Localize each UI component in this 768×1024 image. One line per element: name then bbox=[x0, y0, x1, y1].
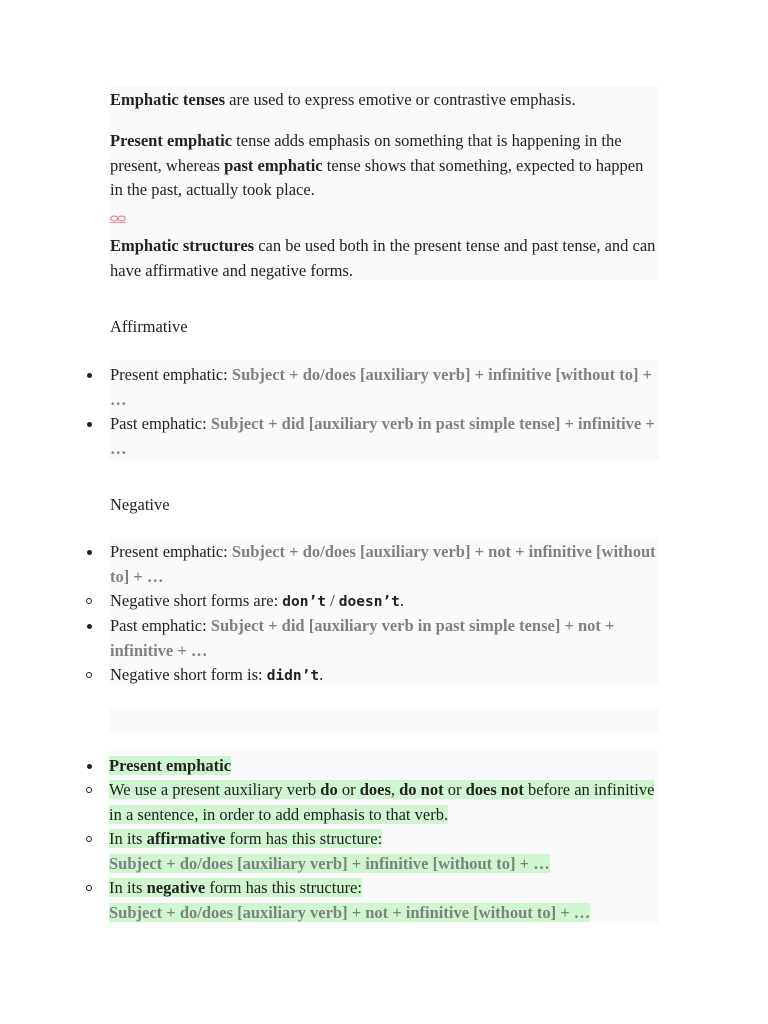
negative-heading: Negative bbox=[110, 495, 170, 514]
bullet-disc-icon bbox=[87, 422, 92, 427]
affirmative-list bbox=[109, 360, 659, 460]
bullet-circle-icon bbox=[86, 672, 92, 678]
bullet-disc-icon bbox=[87, 624, 92, 629]
term-emphatic-tenses: Emphatic tenses bbox=[110, 90, 226, 109]
intro-paragraph-1: Emphatic tenses are used to express emotive or contrastive emphasis. bbox=[110, 90, 576, 109]
present-emphatic-section bbox=[109, 751, 659, 923]
list-item: Present emphatic: Subject + do/does [auxiliary verb] + not + infinitive [without to] + … bbox=[109, 540, 659, 589]
list-item: In its affirmative form has this structure: Subject + do/does [auxiliary verb] + infinitive [without to] + … bbox=[109, 827, 659, 876]
formula: Subject + did [auxiliary verb in past simple tense] + infinitive + … bbox=[110, 414, 655, 458]
list-item bbox=[109, 778, 659, 827]
short-form-dont: don’t bbox=[282, 594, 326, 610]
term-emphatic-structures: Emphatic structures bbox=[110, 236, 255, 255]
intro-paragraph-2: Present emphatic tense adds emphasis on something that is happening in the present, whereas past emphatic tense shows that something, expected to happen in the past, actually took place. bbox=[110, 131, 644, 199]
short-form-didnt: didn’t bbox=[266, 668, 320, 684]
bullet-disc-icon bbox=[87, 764, 92, 769]
affirmative-heading: Affirmative bbox=[110, 317, 188, 336]
list-item: Present emphatic: Subject + do/does [auxiliary verb] + infinitive [without to] + … bbox=[109, 363, 659, 412]
term-present-emphatic: Present emphatic bbox=[110, 131, 233, 150]
list-item: Negative short form is: didn’t. bbox=[109, 663, 659, 689]
formula: Subject + do/does [auxiliary verb] + not + infinitive [without to] + … bbox=[110, 542, 656, 586]
bullet-disc-icon bbox=[87, 550, 92, 555]
bullet-circle-icon bbox=[86, 836, 92, 842]
intro-paragraph-3: Emphatic structures can be used both in the present tense and past tense, and can have affirmative and negative forms. bbox=[110, 236, 656, 280]
list-item: Past emphatic: Subject + did [auxiliary verb in past simple tense] + not + infinitive + … bbox=[109, 614, 659, 663]
section-title: Present emphatic bbox=[109, 756, 232, 775]
formula: Subject + do/does [auxiliary verb] + not + infinitive [without to] + … bbox=[109, 902, 591, 922]
bullet-disc-icon bbox=[87, 373, 92, 378]
list-item: Past emphatic: Subject + did [auxiliary verb in past simple tense] + infinitive + … bbox=[109, 412, 659, 461]
negative-list bbox=[109, 537, 659, 685]
bullet-circle-icon bbox=[86, 885, 92, 891]
term-past-emphatic: past emphatic bbox=[224, 155, 323, 175]
intro-block bbox=[109, 86, 659, 280]
list-item bbox=[109, 754, 659, 779]
list-item: Negative short forms are: don’t / doesn’t. bbox=[109, 589, 659, 615]
list-item: In its negative form has this structure: Subject + do/does [auxiliary verb] + not + infinitive [without to] + … bbox=[109, 876, 659, 925]
formula: Subject + do/does [auxiliary verb] + infinitive [without to] + … bbox=[110, 365, 652, 409]
formula: Subject + do/does [auxiliary verb] + infinitive [without to] + … bbox=[109, 853, 550, 873]
bullet-circle-icon bbox=[86, 787, 92, 793]
usage-text: We use a present auxiliary verb do or does, do not or does not before an infinitive in a sentence, in order to add emphasis to that verb. bbox=[109, 780, 655, 824]
bullet-circle-icon bbox=[86, 598, 92, 604]
empty-block bbox=[109, 709, 659, 733]
link-icon[interactable] bbox=[110, 208, 126, 216]
formula: Subject + did [auxiliary verb in past simple tense] + not + infinitive + … bbox=[110, 616, 615, 660]
short-form-doesnt: doesn’t bbox=[338, 594, 400, 610]
